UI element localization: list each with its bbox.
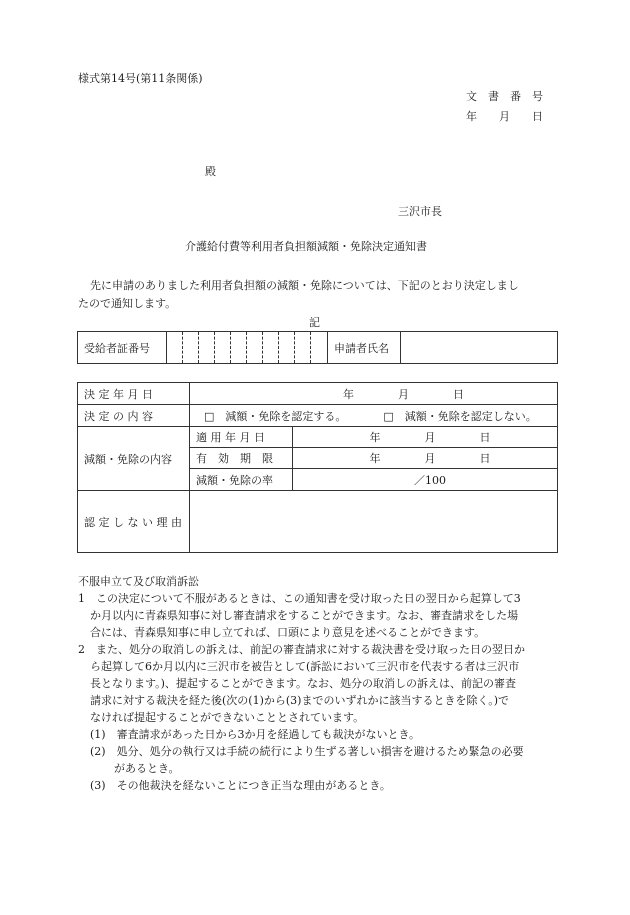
sub-note-2-line: (2) 処分、処分の執行又は手続の続行により生ずる著しい損害を避けるため緊急の必要 [90,745,524,758]
decision-table [77,382,558,553]
cert-digit-cell[interactable] [183,332,199,364]
cert-digit-cell[interactable] [231,332,247,364]
denial-reason-label: 認 定 し な い 理 由 [78,491,190,553]
decision-content-label: 決 定 の 内 容 [78,405,190,427]
note-2-line: 長となります。)、提起することができます。なお、処分の取消しの訴えは、前記の審査 [90,677,517,690]
cert-digit-cell[interactable] [279,332,295,364]
cert-digit-cell[interactable] [215,332,231,364]
note-2-line: 請求に対する裁決を経た後(次の(1)から(3)までのいずれかに該当するときを除く。)で [90,694,510,707]
valid-period-label: 有 効 期 限 [190,448,293,469]
note-2-line: なければ提起することができないこととされています。 [90,711,365,724]
cert-digit-cell[interactable] [263,332,279,364]
option-deny-checkbox[interactable]: □ 減額・免除を認定しない。 [383,409,537,423]
option-approve-checkbox[interactable]: □ 減額・免除を認定する。 [204,409,347,423]
rate-label: 減額・免除の率 [190,469,293,491]
cert-digit-cell[interactable] [167,332,183,364]
decision-date-label: 決 定 年 月 日 [78,383,190,405]
form-number: 様式第14号(第11条関係) [78,72,203,85]
intro-line-1: 先に申請のありました利用者負担額の減額・免除については、下記のとおり決定しまし [90,279,519,292]
note-2-line: ら起算して6か月以内に三沢市を被告として(訴訟において三沢市を代表する者は三沢市 [90,660,520,673]
document-number-label: 文 書 番 号 [466,90,543,103]
cert-digit-cell[interactable] [311,332,328,364]
note-1-line: か月以内に青森県知事に対し審査請求をすることができます。なお、審査請求をした場 [90,609,519,622]
cert-number-label: 受給者証番号 [78,332,167,364]
reduction-content-label: 減額・免除の内容 [78,427,190,491]
decision-content-options [190,405,558,427]
note-2-line: 2 また、処分の取消しの訴えは、前記の審査請求に対する裁決書を受け取った日の翌日か [78,643,525,656]
addressee-suffix: 殿 [205,165,216,178]
date-label: 年 月 日 [466,110,543,123]
applicant-name-label: 申請者氏名 [328,332,401,364]
note-1-line: 合には、青森県知事に申し立てれば、口頭により意見を述べることができます。 [90,626,486,639]
rate-value[interactable]: ／100 [293,469,558,491]
sub-note-3: (3) その他裁決を経ないことにつき正当な理由があるとき。 [90,779,391,792]
cert-digit-cell[interactable] [247,332,263,364]
applicant-name-field[interactable] [401,332,558,364]
appeal-notes [78,573,563,794]
issuer: 三沢市長 [398,205,442,218]
note-1-line: 1 この決定について不服があるときは、この通知書を受け取った日の翌日から起算して3 [78,592,521,605]
intro-line-2: たので通知します。 [78,297,177,310]
notes-heading: 不服申立て及び取消訴訟 [78,575,199,588]
apply-date-label: 適 用 年 月 日 [190,427,293,448]
ki-heading: 記 [309,316,320,329]
sub-note-2-line: があるとき。 [114,762,180,775]
decision-date-value[interactable]: 年 月 日 [190,383,558,405]
page-title: 介護給付費等利用者負担額減額・免除決定通知書 [185,240,427,253]
sub-note-1: (1) 審査請求があった日から3か月を経過しても裁決がないとき。 [90,728,421,741]
cert-digit-cell[interactable] [295,332,311,364]
cert-digit-cell[interactable] [199,332,215,364]
certificate-table [77,331,558,364]
valid-period-value[interactable]: 年 月 日 [293,448,558,469]
denial-reason-field[interactable] [190,491,558,553]
apply-date-value[interactable]: 年 月 日 [293,427,558,448]
